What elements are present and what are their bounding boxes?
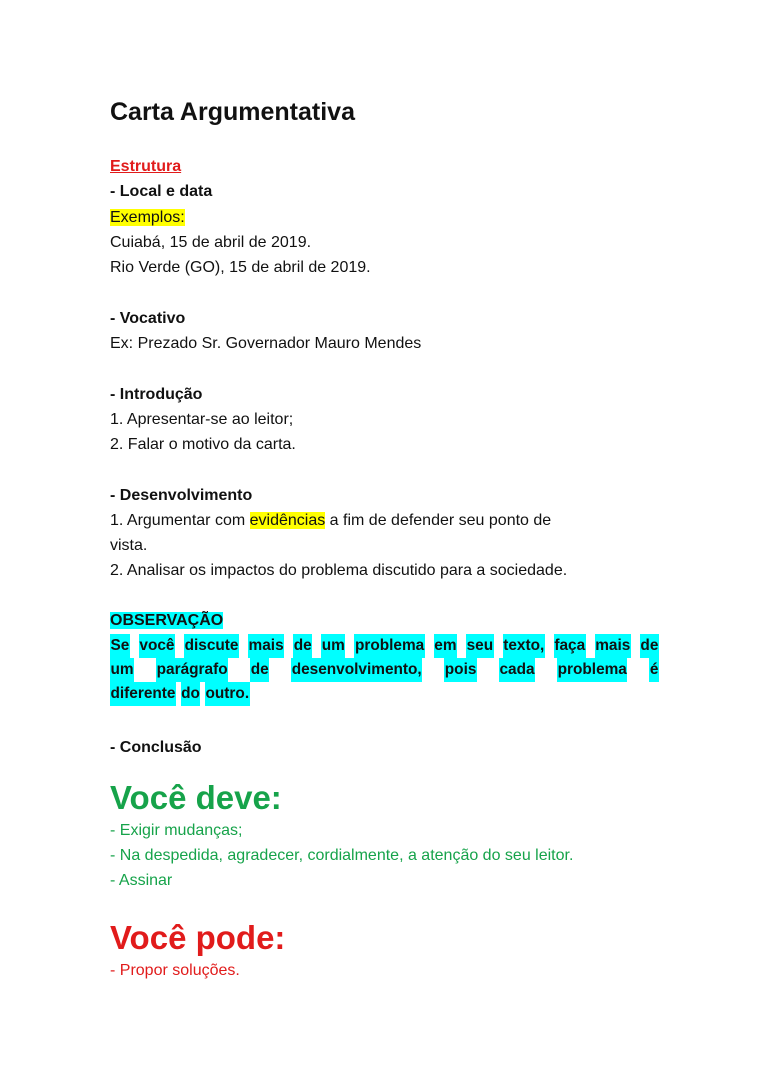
desenvolvimento-item-1-cont: vista.	[110, 537, 148, 554]
observacao-word: diferente	[110, 682, 176, 706]
introducao-heading: - Introdução	[110, 386, 203, 403]
observacao-line-3	[110, 682, 659, 706]
observacao-word: parágrafo	[156, 658, 228, 682]
observacao-highlight: OBSERVAÇÃO	[110, 612, 224, 629]
desenvolvimento-item-2: 2. Analisar os impactos do problema discutido para a sociedade.	[110, 562, 568, 579]
evidencias-highlight: evidências	[249, 512, 326, 529]
voce-pode-item-1: - Propor soluções.	[110, 962, 240, 979]
observacao-word: problema	[557, 658, 627, 682]
desenvolvimento-item-1-post: a fim de defender seu ponto de	[325, 512, 552, 529]
exemplos-label	[110, 207, 185, 229]
observacao-word: você	[139, 634, 175, 658]
observacao-word: mais	[595, 634, 631, 658]
observacao-line-2	[110, 658, 659, 682]
observacao-word: mais	[248, 634, 284, 658]
observacao-word: em	[434, 634, 457, 658]
observacao-heading	[110, 610, 223, 632]
observacao-word: discute	[184, 634, 239, 658]
observacao-word: de	[250, 658, 269, 682]
exemplos-highlight: Exemplos:	[110, 209, 185, 226]
vocativo-example: Ex: Prezado Sr. Governador Mauro Mendes	[110, 335, 422, 352]
observacao-word: pois	[444, 658, 477, 682]
observacao-word: seu	[466, 634, 494, 658]
conclusao-heading: - Conclusão	[110, 739, 202, 756]
voce-deve-item-1: - Exigir mudanças;	[110, 822, 243, 839]
local-data-heading: - Local e data	[110, 183, 213, 200]
observacao-word: de	[293, 634, 312, 658]
observacao-word: um	[110, 658, 134, 682]
observacao-word: um	[321, 634, 345, 658]
voce-pode-heading: Você pode:	[110, 919, 286, 956]
observacao-word: problema	[354, 634, 424, 658]
page-title: Carta Argumentativa	[110, 98, 355, 126]
voce-deve-heading: Você deve:	[110, 779, 282, 816]
voce-deve-item-3: - Assinar	[110, 872, 173, 889]
estrutura-label: Estrutura	[110, 158, 182, 175]
observacao-word: faça	[554, 634, 586, 658]
local-data-example-1: Cuiabá, 15 de abril de 2019.	[110, 234, 312, 251]
voce-deve-item-2: - Na despedida, agradecer, cordialmente, a atenção do seu leitor.	[110, 847, 574, 864]
desenvolvimento-heading: - Desenvolvimento	[110, 487, 253, 504]
observacao-word: texto,	[503, 634, 545, 658]
observacao-word: Se	[110, 634, 130, 658]
observacao-word: outro.	[205, 682, 250, 706]
observacao-word: cada	[499, 658, 535, 682]
observacao-word: desenvolvimento,	[291, 658, 422, 682]
observacao-paragraph	[110, 634, 659, 706]
introducao-item-2: 2. Falar o motivo da carta.	[110, 436, 296, 453]
observacao-word: de	[640, 634, 659, 658]
observacao-word: do	[181, 682, 201, 706]
local-data-example-2: Rio Verde (GO), 15 de abril de 2019.	[110, 259, 371, 276]
observacao-line-1	[110, 634, 659, 658]
desenvolvimento-item-1-pre: 1. Argumentar com	[110, 512, 250, 529]
vocativo-heading: - Vocativo	[110, 310, 186, 327]
observacao-word: é	[649, 658, 659, 682]
introducao-item-1: 1. Apresentar-se ao leitor;	[110, 411, 294, 428]
desenvolvimento-item-1	[110, 510, 551, 532]
